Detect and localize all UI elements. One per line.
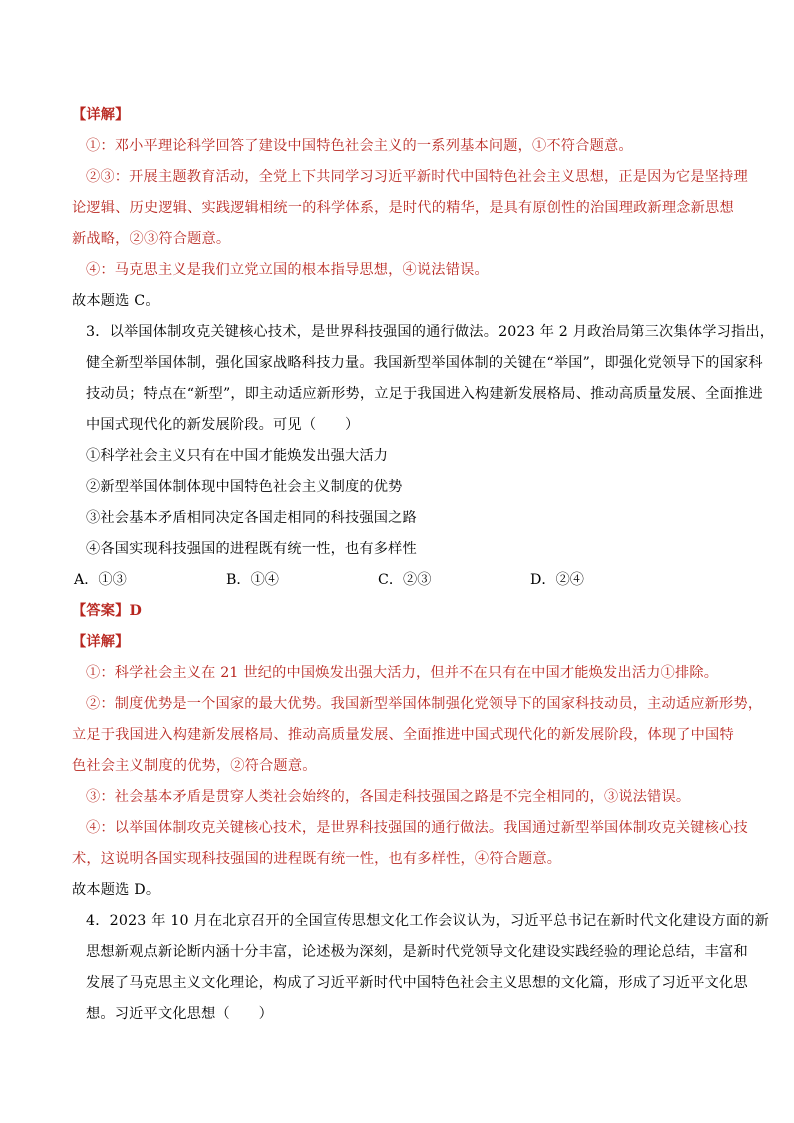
q3-option-b: B．①④ [226, 572, 279, 588]
q3-item-2: ②新型举国体制体现中国特色社会主义制度的优势 [86, 479, 403, 495]
q2-explain-point-23 [72, 162, 748, 255]
q3-stem-line: 健全新型举国体制，强化国家战略科技力量。我国新型举国体制的关键在“举国”，即强化党领导下的国家科 [86, 355, 763, 371]
q3-stem-line: 中国式现代化的新发展阶段。可见（ ） [86, 417, 360, 433]
q3-explain-point-1: ①：科学社会主义在 21 世纪的中国焕发出强大活力，但并不在只有在中国才能焕发出活力①排除。 [86, 665, 719, 681]
q3-explain-point-2-line: 色社会主义制度的优势，②符合题意。 [72, 758, 317, 774]
q2-explain-point-23-line: ②③：开展主题教育活动，全党上下共同学习习近平新时代中国特色社会主义思想，正是因为它是坚持理 [86, 169, 748, 185]
q3-answer: 【答案】D [72, 603, 143, 619]
q3-option-d: D．②④ [530, 572, 584, 588]
q3-stem-line: 技动员；特点在“新型”，即主动适应新形势，立足于我国进入构建新发展格局、推动高质量发展、全面推进 [86, 386, 763, 402]
q3-item-1: ①科学社会主义只有在中国才能焕发出强大活力 [86, 448, 389, 464]
q2-explain-heading: 【详解】 [72, 107, 130, 123]
q3-stem-line: 3．以举国体制攻克关键核心技术，是世界科技强国的通行做法。2023 年 2 月政治局第三次集体学习指出， [86, 324, 775, 340]
q3-stem [72, 317, 775, 441]
q3-options [72, 565, 722, 596]
q3-option-a: A．①③ [74, 572, 127, 588]
q4-stem [72, 906, 769, 1030]
q4-stem-line: 发展了马克思主义文化理论，构成了习近平新时代中国特色社会主义思想的文化篇，形成了习近平文化思 [86, 975, 748, 991]
q2-explain-point-4: ④：马克思主义是我们立党立国的根本指导思想，④说法错误。 [86, 262, 489, 278]
q4-stem-line: 4．2023 年 10 月在北京召开的全国宣传思想文化工作会议认为，习近平总书记在新时代文化建设方面的新 [86, 913, 769, 929]
q3-explain-point-4-line: ④：以举国体制攻克关键核心技术，是世界科技强国的通行做法。我国通过新型举国体制攻克关键核心技 [86, 820, 748, 836]
q3-item-4: ④各国实现科技强国的进程既有统一性，也有多样性 [86, 541, 417, 557]
q3-explain-point-2-line: ②：制度优势是一个国家的最大优势。我国新型举国体制强化党领导下的国家科技动员，主动适应新形势， [86, 696, 763, 712]
document-page [72, 100, 775, 1030]
q4-stem-line: 思想新观点新论断内涵十分丰富，论述极为深刻，是新时代党领导文化建设实践经验的理论总结，丰富和 [86, 944, 748, 960]
q4-stem-line: 想。习近平文化思想（ ） [86, 1006, 274, 1022]
q3-explain-heading: 【详解】 [72, 634, 130, 650]
q3-explain-point-4 [72, 813, 748, 875]
q3-conclusion: 故本题选 D。 [72, 882, 161, 898]
q3-explain-point-4-line: 术，这说明各国实现科技强国的进程既有统一性，也有多样性，④符合题意。 [72, 851, 562, 867]
q3-option-c: C．②③ [378, 572, 432, 588]
q3-explain-point-2-line: 立足于我国进入构建新发展格局、推动高质量发展、全面推进中国式现代化的新发展阶段，体现了中国特 [72, 727, 734, 743]
q3-item-3: ③社会基本矛盾相同决定各国走相同的科技强国之路 [86, 510, 417, 526]
q3-explain-point-2 [72, 689, 763, 782]
q2-conclusion: 故本题选 C。 [72, 293, 160, 309]
q3-explain-point-3: ③：社会基本矛盾是贯穿人类社会始终的，各国走科技强国之路是不完全相同的，③说法错误。 [86, 789, 691, 805]
q2-explain-point-1: ①：邓小平理论科学回答了建设中国特色社会主义的一系列基本问题，①不符合题意。 [86, 138, 633, 154]
q2-explain-point-23-line: 新战略，②③符合题意。 [72, 231, 231, 247]
q2-explain-point-23-line: 论逻辑、历史逻辑、实践逻辑相统一的科学体系，是时代的精华，是具有原创性的治国理政新理念新思想 [72, 200, 734, 216]
